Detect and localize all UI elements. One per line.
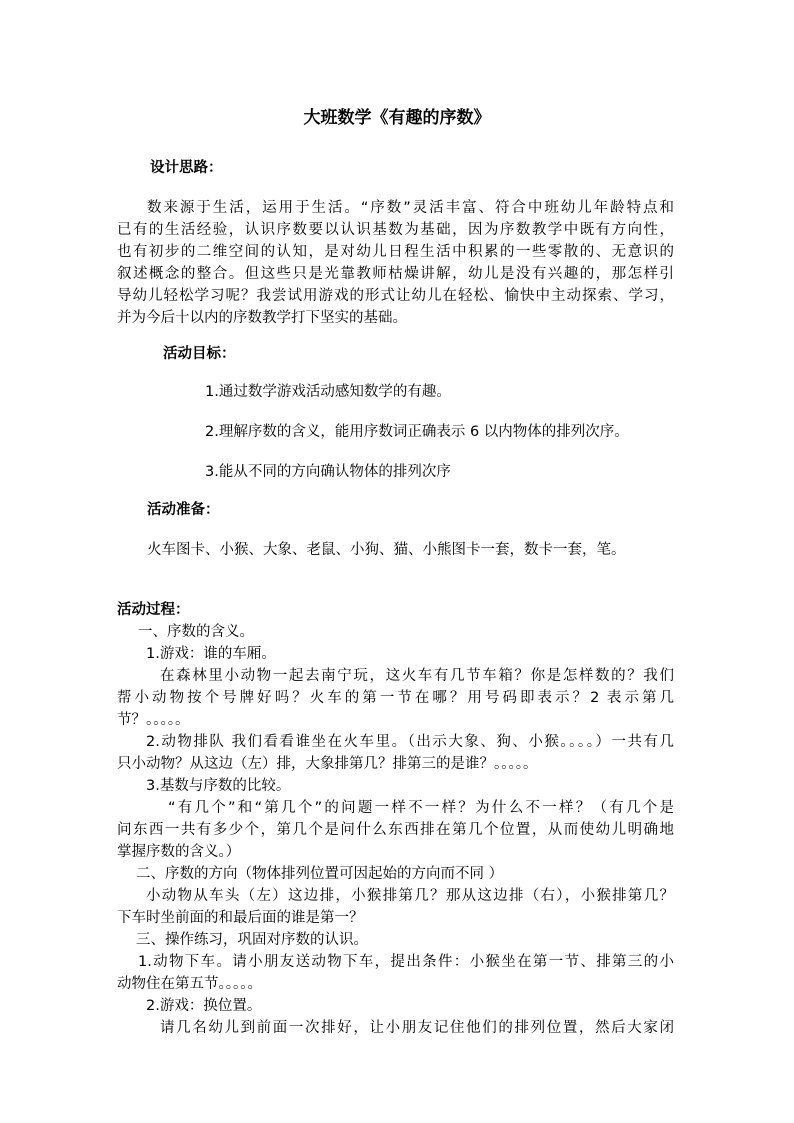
process-line: 三、操作练习，巩固对序数的认识。 <box>136 932 368 948</box>
process-line: “有几个”和“第几个”的问题一样不一样？为什么不一样？（有几个是 <box>168 800 674 816</box>
process-line: 问东西一共有多少个，第几个是问什么东西排在第几个位置，从而使幼儿明确地 <box>117 822 674 838</box>
design-heading: 设计思路： <box>150 160 223 176</box>
process-line: 只小动物？从这边（左）排，大象排第几？排第三的是谁？。。。。。 <box>117 756 538 772</box>
process-line: 一、序数的含义。 <box>138 624 254 640</box>
design-paragraph-line-3: 也有初步的二维空间的认知，是对幼儿日程生活中积累的一些零散的、无意识的 <box>117 244 674 260</box>
process-line: 在森林里小动物一起去南宁玩，这火车有几节车箱？你是怎样数的？我们 <box>160 668 674 684</box>
process-heading: 活动过程： <box>117 602 190 618</box>
process-line: 下车时坐前面的和最后面的谁是第一？ <box>117 910 364 926</box>
design-paragraph-line-5: 导幼儿轻松学习呢？我尝试用游戏的形式让幼儿在轻松、愉快中主动探索、学习， <box>117 288 674 304</box>
design-paragraph-line-6: 并为今后十以内的序数教学打下坚实的基础。 <box>117 310 407 326</box>
process-line: 2.动物排队 我们看看谁坐在火车里。（出示大象、狗、小猴。。。。）一共有几 <box>146 734 674 750</box>
process-line: 掌握序数的含义。） <box>117 844 241 860</box>
prep-text: 火车图卡、小猴、大象、老鼠、小狗、猫、小熊图卡一套，数卡一套，笔。 <box>147 542 626 558</box>
design-paragraph-line-1: 数来源于生活，运用于生活。“序数”灵活丰富、符合中班幼儿年龄特点和 <box>147 200 674 216</box>
process-line: 小动物从车头（左）这边排，小猴排第几？那从这边排（右），小猴排第几？ <box>146 888 674 904</box>
goal-item: 1.通过数学游戏活动感知数学的有趣。 <box>205 384 451 400</box>
process-line: 二、序数的方向（物体排列位置可因起始的方向而不同 ） <box>136 866 504 882</box>
prep-heading: 活动准备： <box>147 502 220 518</box>
process-line: 请几名幼儿到前面一次排好，让小朋友记住他们的排列位置，然后大家闭 <box>160 1020 674 1036</box>
process-line: 1.游戏：谁的车厢。 <box>146 646 276 662</box>
process-line: 2.游戏：换位置。 <box>146 998 262 1014</box>
process-line: 帮小动物按个号牌好吗？火车的第一节在哪？用号码即表示？2 表示第几 <box>117 690 674 706</box>
design-paragraph-line-4: 叙述概念的整合。但这些只是光靠教师枯燥讲解，幼儿是没有兴趣的，那怎样引 <box>117 266 674 282</box>
process-line: 1.动物下车。请小朋友送动物下车，提出条件：小猴坐在第一节、排第三的小 <box>138 954 674 970</box>
process-line: 动物住在第五节。。。。。 <box>117 976 262 992</box>
process-line: 3.基数与序数的比较。 <box>146 778 291 794</box>
goal-item: 3.能从不同的方向确认物体的排列次序 <box>205 464 451 480</box>
goals-heading: 活动目标： <box>163 346 236 362</box>
process-line: 节？。。。。。 <box>117 712 190 728</box>
design-paragraph-line-2: 已有的生活经验，认识序数要以认识基数为基础，因为序数教学中既有方向性， <box>117 222 674 238</box>
goal-item: 2.理解序数的含义，能用序数词正确表示 6 以内物体的排列次序。 <box>205 424 629 440</box>
document-title: 大班数学《有趣的序数》 <box>303 108 491 128</box>
